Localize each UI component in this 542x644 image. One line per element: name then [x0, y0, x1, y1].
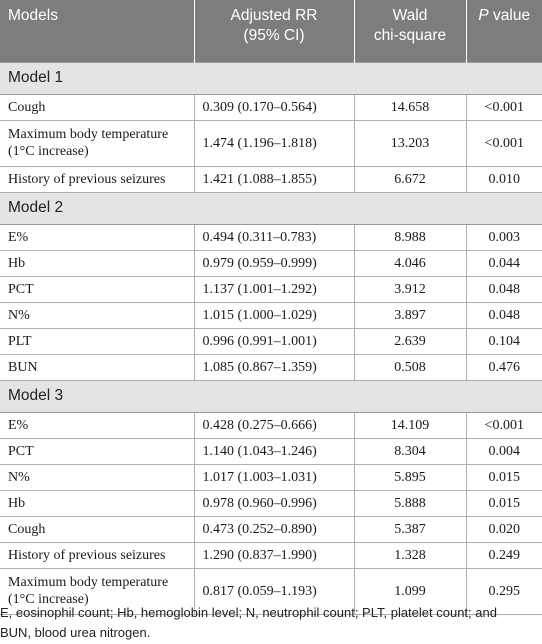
cell-wald: 2.639	[354, 328, 466, 354]
header-wald	[354, 0, 466, 62]
cell-p-value: <0.001	[466, 94, 542, 120]
header-wald-line2: chi-square	[373, 27, 447, 44]
header-p-rest: value	[488, 7, 531, 24]
cell-p-value: <0.001	[466, 412, 542, 438]
cell-wald: 8.304	[354, 438, 466, 464]
table-row	[0, 276, 542, 302]
cell-p-value: 0.104	[466, 328, 542, 354]
cell-adjusted-rr: 0.428 (0.275–0.666)	[194, 412, 354, 438]
header-rr-line2: (95% CI)	[243, 27, 305, 44]
cell-variable: PCT	[0, 438, 194, 464]
cell-wald: 5.895	[354, 464, 466, 490]
cell-p-value: 0.476	[466, 354, 542, 380]
table-row	[0, 250, 542, 276]
group-label: Model 1	[0, 62, 542, 94]
cell-variable: E%	[0, 224, 194, 250]
cell-wald: 1.099	[354, 568, 466, 614]
cell-variable: N%	[0, 464, 194, 490]
group-label: Model 2	[0, 192, 542, 224]
table-row	[0, 94, 542, 120]
cell-adjusted-rr: 0.494 (0.311–0.783)	[194, 224, 354, 250]
cell-adjusted-rr: 1.137 (1.001–1.292)	[194, 276, 354, 302]
cell-adjusted-rr: 1.015 (1.000–1.029)	[194, 302, 354, 328]
cell-variable: PLT	[0, 328, 194, 354]
cell-wald: 1.328	[354, 542, 466, 568]
table-row	[0, 224, 542, 250]
cell-wald: 3.897	[354, 302, 466, 328]
cell-adjusted-rr: 1.421 (1.088–1.855)	[194, 166, 354, 192]
table-body	[0, 62, 542, 614]
cell-variable: History of previous seizures	[0, 166, 194, 192]
table-row	[0, 166, 542, 192]
cell-wald: 4.046	[354, 250, 466, 276]
cell-variable: History of previous seizures	[0, 542, 194, 568]
cell-wald: 14.109	[354, 412, 466, 438]
cell-adjusted-rr: 1.017 (1.003–1.031)	[194, 464, 354, 490]
cell-wald: 13.203	[354, 120, 466, 166]
cell-p-value: 0.044	[466, 250, 542, 276]
cell-adjusted-rr: 0.817 (0.059–1.193)	[194, 568, 354, 614]
cell-variable: N%	[0, 302, 194, 328]
table-row	[0, 120, 542, 166]
cell-p-value: 0.003	[466, 224, 542, 250]
cell-adjusted-rr: 0.473 (0.252–0.890)	[194, 516, 354, 542]
header-adjusted-rr	[194, 0, 354, 62]
cell-p-value: 0.048	[466, 302, 542, 328]
cell-p-value: 0.010	[466, 166, 542, 192]
cell-p-value: 0.004	[466, 438, 542, 464]
cell-variable: Cough	[0, 94, 194, 120]
cell-p-value: <0.001	[466, 120, 542, 166]
cell-p-value: 0.015	[466, 490, 542, 516]
table-row	[0, 542, 542, 568]
header-models: Models	[0, 0, 194, 62]
table-row	[0, 354, 542, 380]
table-row	[0, 490, 542, 516]
table-row	[0, 516, 542, 542]
cell-variable: Hb	[0, 250, 194, 276]
cell-wald: 6.672	[354, 166, 466, 192]
table-row	[0, 302, 542, 328]
cell-p-value: 0.015	[466, 464, 542, 490]
cell-variable: Hb	[0, 490, 194, 516]
cell-p-value: 0.048	[466, 276, 542, 302]
cell-p-value: 0.295	[466, 568, 542, 614]
cell-adjusted-rr: 1.140 (1.043–1.246)	[194, 438, 354, 464]
group-row	[0, 380, 542, 412]
cell-wald: 8.988	[354, 224, 466, 250]
cell-p-value: 0.020	[466, 516, 542, 542]
group-row	[0, 192, 542, 224]
cell-adjusted-rr: 1.474 (1.196–1.818)	[194, 120, 354, 166]
cell-variable: Cough	[0, 516, 194, 542]
header-rr-line1: Adjusted RR	[230, 7, 318, 24]
table-row	[0, 328, 542, 354]
table-footnote: E, eosinophil count; Hb, hemoglobin level; N, neutrophil count; PLT, platelet count; and BUN, blood urea nitrogen.	[0, 605, 497, 640]
header-p-value	[466, 0, 542, 62]
cell-wald: 0.508	[354, 354, 466, 380]
cell-wald: 5.888	[354, 490, 466, 516]
cell-wald: 5.387	[354, 516, 466, 542]
cell-adjusted-rr: 1.085 (0.867–1.359)	[194, 354, 354, 380]
header-p-italic: P	[478, 7, 489, 24]
cell-p-value: 0.249	[466, 542, 542, 568]
cell-variable: Maximum body temperature (1°C increase)	[0, 568, 194, 614]
cell-variable: PCT	[0, 276, 194, 302]
cell-adjusted-rr: 1.290 (0.837–1.990)	[194, 542, 354, 568]
table-row	[0, 438, 542, 464]
cell-variable: BUN	[0, 354, 194, 380]
group-label: Model 3	[0, 380, 542, 412]
cell-adjusted-rr: 0.309 (0.170–0.564)	[194, 94, 354, 120]
cell-variable: E%	[0, 412, 194, 438]
cell-wald: 14.658	[354, 94, 466, 120]
cell-wald: 3.912	[354, 276, 466, 302]
cell-adjusted-rr: 0.979 (0.959–0.999)	[194, 250, 354, 276]
cell-adjusted-rr: 0.978 (0.960–0.996)	[194, 490, 354, 516]
cell-variable: Maximum body temperature (1°C increase)	[0, 120, 194, 166]
table-row	[0, 464, 542, 490]
header-row	[0, 0, 542, 62]
group-row	[0, 62, 542, 94]
cell-adjusted-rr: 0.996 (0.991–1.001)	[194, 328, 354, 354]
header-wald-line1: Wald	[392, 7, 428, 24]
table-row	[0, 412, 542, 438]
